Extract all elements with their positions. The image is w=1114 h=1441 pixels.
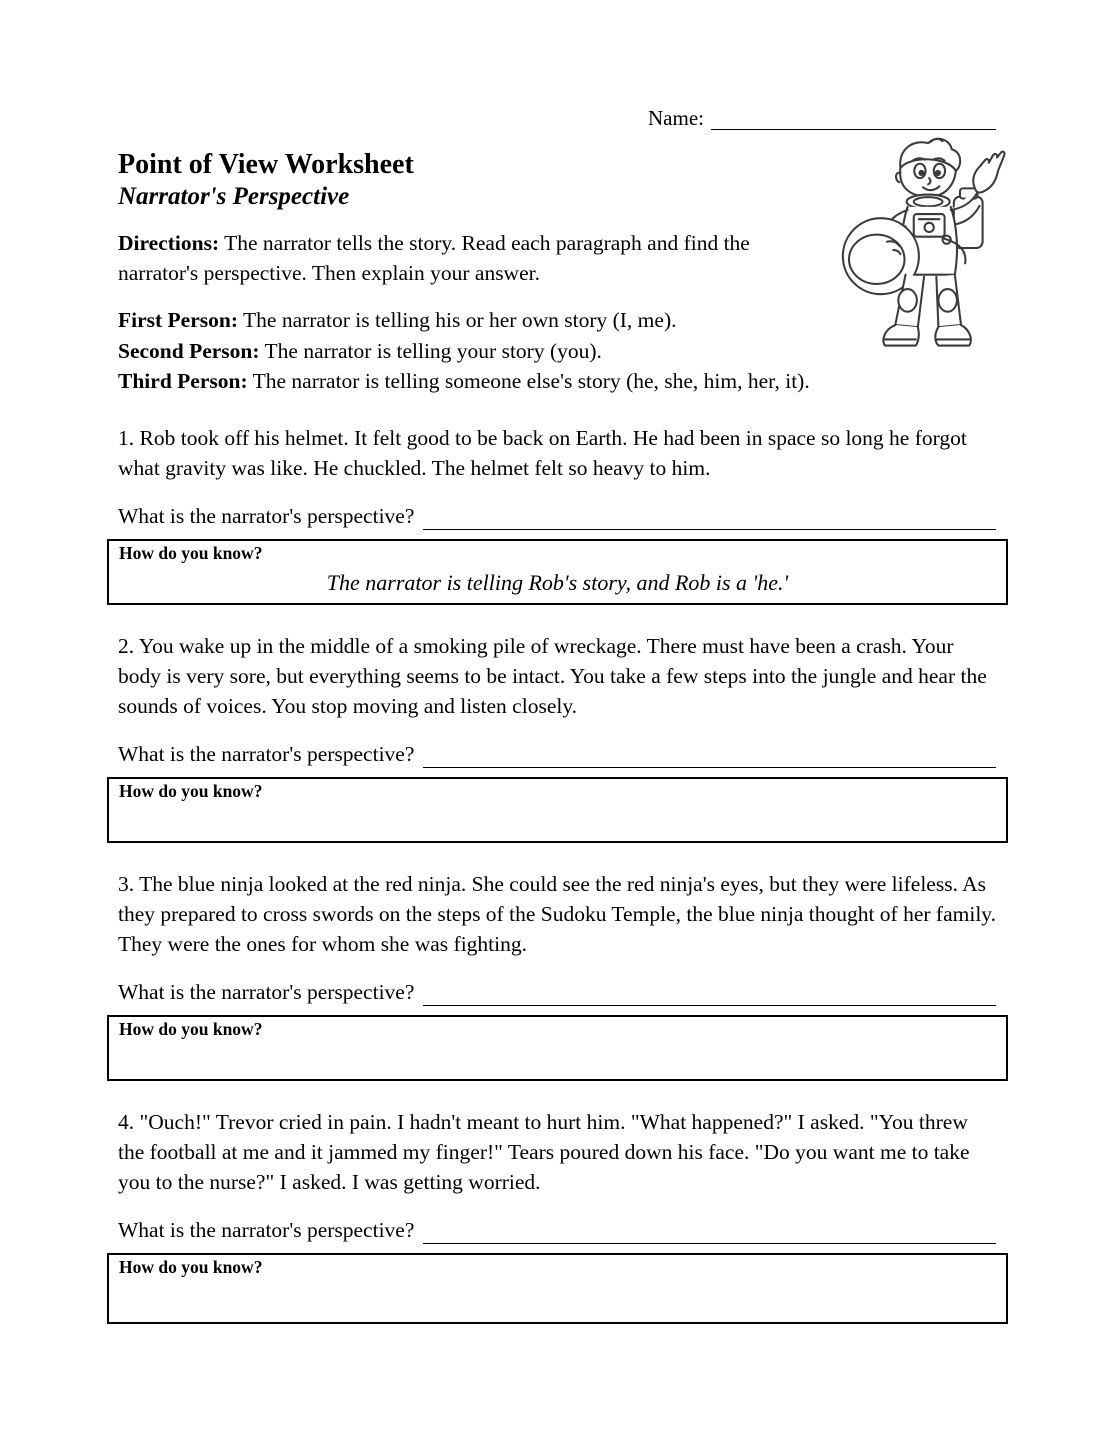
question-paragraph xyxy=(118,1107,998,1197)
perspective-question-row xyxy=(118,500,996,530)
directions-label: Directions: xyxy=(118,231,220,255)
definition-text: The narrator is telling your story (you). xyxy=(264,338,602,363)
page-subtitle: Narrator's Perspective xyxy=(118,183,350,210)
perspective-question-row xyxy=(118,738,996,768)
definition-text: The narrator is telling someone else's story (he, she, him, her, it). xyxy=(252,369,810,393)
perspective-answer-blank xyxy=(423,1218,996,1244)
question-text: Rob took off his helmet. It felt good to be back on Earth. He had been in space so long he forgot what gravity was like. He chuckled. The helmet felt so heavy to him. xyxy=(118,425,967,480)
perspective-question-label: What is the narrator's perspective? xyxy=(118,979,415,1004)
question-text: "Ouch!" Trevor cried in pain. I hadn't meant to hurt him. "What happened?" I asked. "You threw the football at me and it jammed my finger!" Tears poured down his face. "Do you want me to take you to the nurse?" I asked. I was getting worried. xyxy=(118,1109,970,1194)
definition-label: First Person: xyxy=(118,308,239,332)
perspective-answer-blank xyxy=(423,742,996,768)
definition-third-person xyxy=(118,366,998,397)
question-block-4 xyxy=(118,1107,996,1324)
question-number: 3. xyxy=(118,871,135,896)
question-paragraph xyxy=(118,631,998,721)
definition-label: Third Person: xyxy=(118,369,248,393)
question-block-2 xyxy=(118,631,996,843)
perspective-question-label: What is the narrator's perspective? xyxy=(118,741,415,766)
how-do-you-know-box xyxy=(107,539,1008,605)
question-text: You wake up in the middle of a smoking pile of wreckage. There must have been a crash. Your body is very sore, but everything seems to be intact. You take a few steps into the jungle and hear the sounds of voices. You stop moving and listen closely. xyxy=(118,633,987,718)
directions-text: The narrator tells the story. Read each paragraph and find the narrator's perspective. Then explain your answer. xyxy=(118,231,750,285)
perspective-question-row xyxy=(118,1214,996,1244)
question-number: 4. xyxy=(118,1109,135,1134)
perspective-question-row xyxy=(118,976,996,1006)
question-block-1 xyxy=(118,423,996,605)
definition-label: Second Person: xyxy=(118,338,260,363)
perspective-answer-blank xyxy=(423,980,996,1006)
name-blank-line xyxy=(711,107,996,130)
name-label: Name: xyxy=(648,106,704,130)
how-do-you-know-label: How do you know? xyxy=(119,542,263,563)
question-text: The blue ninja looked at the red ninja. She could see the red ninja's eyes, but they were lifeless. As they prepared to cross swords on the steps of the Sudoku Temple, the blue ninja thought of her family. They were the ones for whom she was fighting. xyxy=(118,871,997,956)
how-do-you-know-box xyxy=(107,1015,1008,1081)
perspective-question-label: What is the narrator's perspective? xyxy=(118,1217,415,1242)
definition-text: The narrator is telling his or her own story (I, me). xyxy=(243,308,677,332)
astronaut-icon xyxy=(840,137,1006,361)
name-row xyxy=(118,104,996,130)
question-block-3 xyxy=(118,869,996,1081)
how-do-you-know-box xyxy=(107,777,1008,843)
how-do-you-know-label: How do you know? xyxy=(119,1256,263,1277)
question-number: 1. xyxy=(118,425,135,450)
written-answer: The narrator is telling Rob's story, and Rob is a 'he.' xyxy=(326,569,789,595)
how-do-you-know-label: How do you know? xyxy=(119,1018,263,1039)
question-number: 2. xyxy=(118,633,135,658)
question-paragraph xyxy=(118,423,998,483)
directions xyxy=(118,228,798,288)
question-paragraph xyxy=(118,869,998,959)
perspective-answer-blank xyxy=(423,504,996,530)
how-do-you-know-label: How do you know? xyxy=(119,780,263,801)
perspective-question-label: What is the narrator's perspective? xyxy=(118,503,415,528)
how-do-you-know-box xyxy=(107,1253,1008,1324)
page-title: Point of View Worksheet xyxy=(118,149,414,180)
